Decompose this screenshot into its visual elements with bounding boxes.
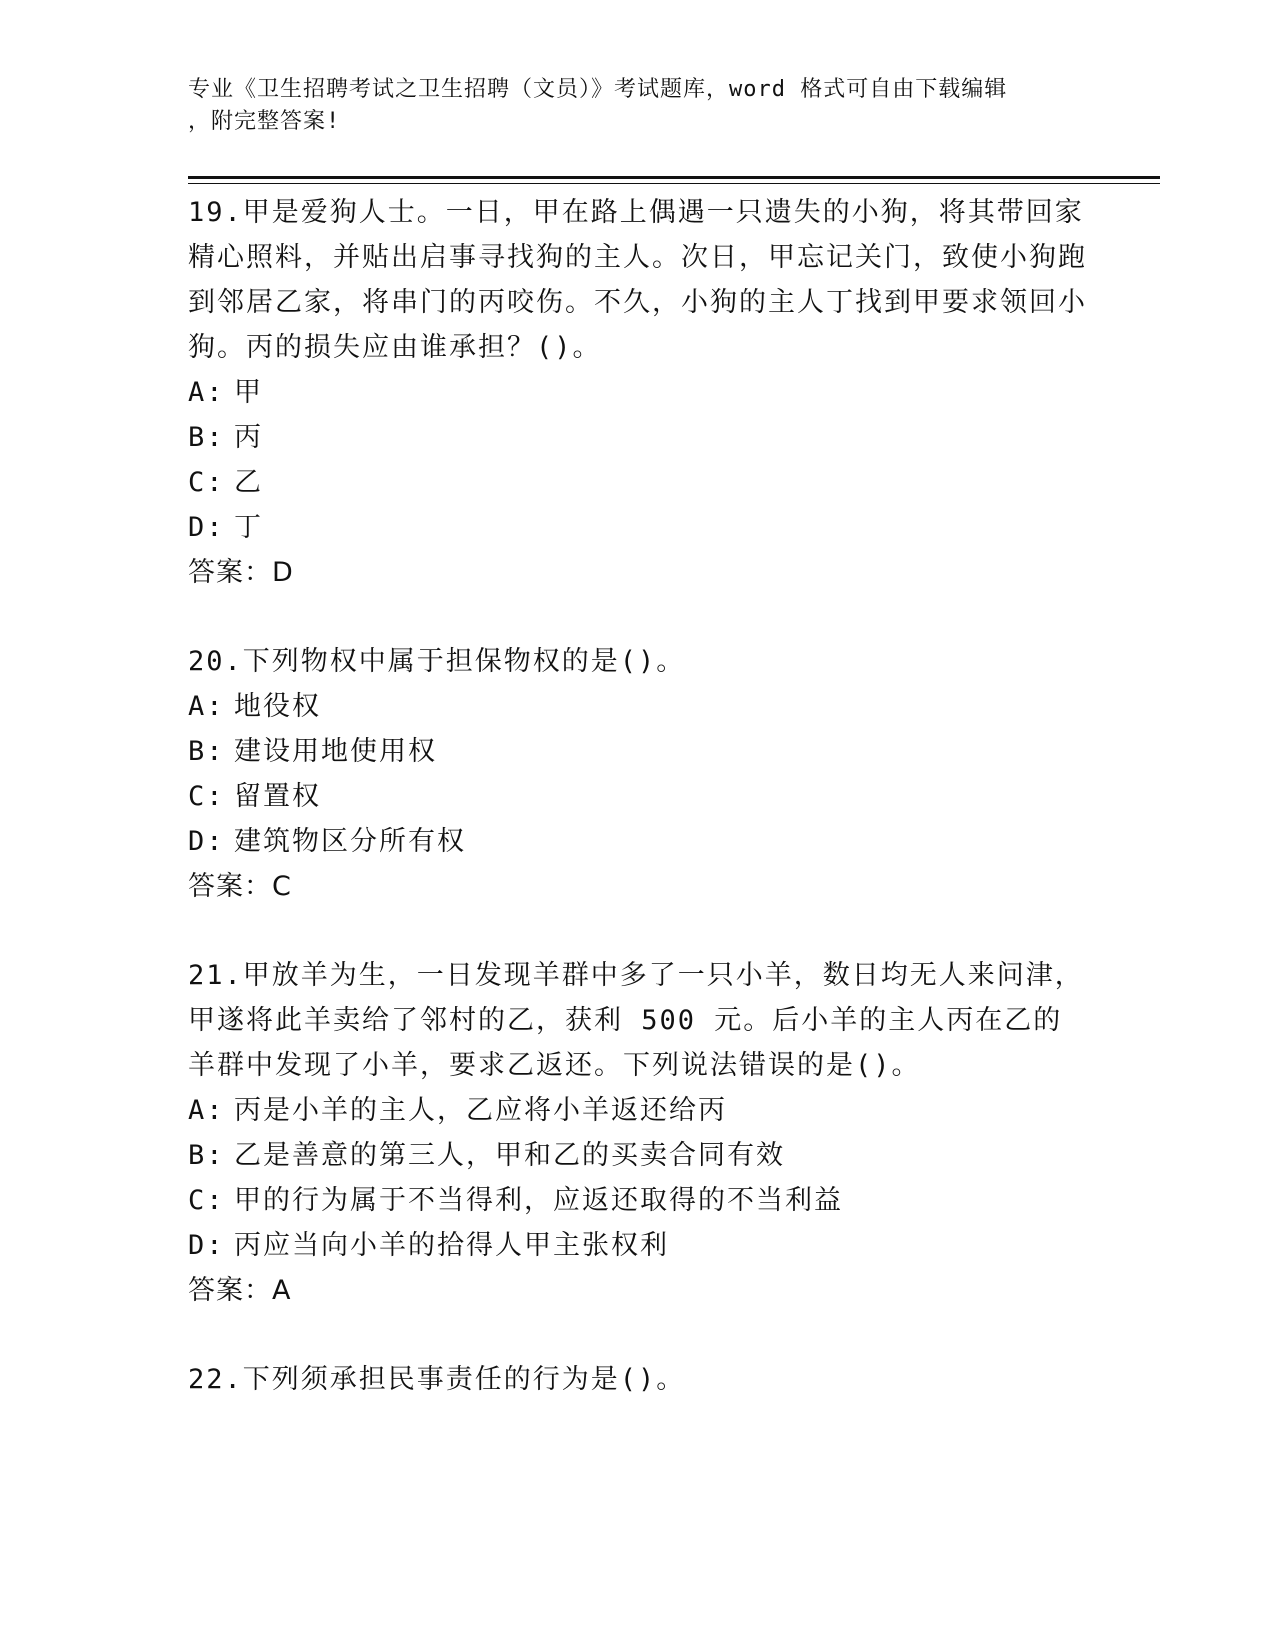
option-c	[188, 460, 1088, 505]
header-rule-thin	[188, 183, 1160, 184]
option-text: 建筑物区分所有权	[234, 826, 466, 857]
option-b	[188, 729, 1088, 774]
option-d	[188, 819, 1088, 864]
option-letter: A:	[188, 1095, 225, 1126]
option-text: 丁	[234, 512, 263, 543]
question-stem: 21.甲放羊为生，一日发现羊群中多了一只小羊，数日均无人来问津，甲遂将此羊卖给了邻村的乙，获利 500 元。后小羊的主人丙在乙的羊群中发现了小羊，要求乙返还。下列说法错误的是()。	[188, 960, 1084, 1081]
option-b	[188, 415, 1088, 460]
option-text: 丙	[234, 422, 263, 453]
option-letter: D:	[188, 1230, 225, 1261]
question-19	[188, 190, 1088, 595]
option-letter: B:	[188, 1140, 225, 1171]
option-letter: B:	[188, 736, 225, 767]
option-a	[188, 370, 1088, 415]
header-rule-thick	[188, 176, 1160, 179]
question-21	[188, 953, 1088, 1313]
answer-line: 答案：C	[188, 871, 292, 902]
question-stem: 20.下列物权中属于担保物权的是()。	[188, 646, 686, 677]
document-header	[188, 74, 1068, 138]
option-a	[188, 1088, 1088, 1133]
header-line-2: ，附完整答案!	[188, 109, 341, 134]
question-stem: 19.甲是爱狗人士。一日，甲在路上偶遇一只遗失的小狗，将其带回家精心照料，并贴出启事寻找狗的主人。次日，甲忘记关门，致使小狗跑到邻居乙家，将串门的丙咬伤。不久，小狗的主人丁找到甲要求领回小狗。丙的损失应由谁承担？()。	[188, 197, 1087, 363]
header-line-1: 专业《卫生招聘考试之卫生招聘（文员）》考试题库，word 格式可自由下载编辑	[188, 77, 1008, 102]
option-letter: A:	[188, 377, 225, 408]
option-text: 建设用地使用权	[234, 736, 437, 767]
question-20	[188, 639, 1088, 909]
option-letter: C:	[188, 1185, 225, 1216]
option-text: 地役权	[234, 691, 321, 722]
option-d	[188, 505, 1088, 550]
option-d	[188, 1223, 1088, 1268]
question-list	[188, 190, 1088, 1446]
option-c	[188, 1178, 1088, 1223]
question-22	[188, 1357, 1088, 1402]
option-text: 甲的行为属于不当得利，应返还取得的不当利益	[234, 1185, 843, 1216]
option-letter: B:	[188, 422, 225, 453]
option-text: 乙是善意的第三人，甲和乙的买卖合同有效	[234, 1140, 785, 1171]
answer-line: 答案：D	[188, 557, 294, 588]
answer-line: 答案：A	[188, 1275, 292, 1306]
option-text: 丙是小羊的主人，乙应将小羊返还给丙	[234, 1095, 727, 1126]
option-letter: C:	[188, 781, 225, 812]
option-letter: C:	[188, 467, 225, 498]
option-text: 甲	[234, 377, 263, 408]
option-letter: D:	[188, 826, 225, 857]
option-text: 留置权	[234, 781, 321, 812]
question-stem: 22.下列须承担民事责任的行为是()。	[188, 1364, 686, 1395]
option-text: 乙	[234, 467, 263, 498]
option-b	[188, 1133, 1088, 1178]
option-text: 丙应当向小羊的拾得人甲主张权利	[234, 1230, 669, 1261]
option-letter: A:	[188, 691, 225, 722]
option-letter: D:	[188, 512, 225, 543]
option-a	[188, 684, 1088, 729]
option-c	[188, 774, 1088, 819]
